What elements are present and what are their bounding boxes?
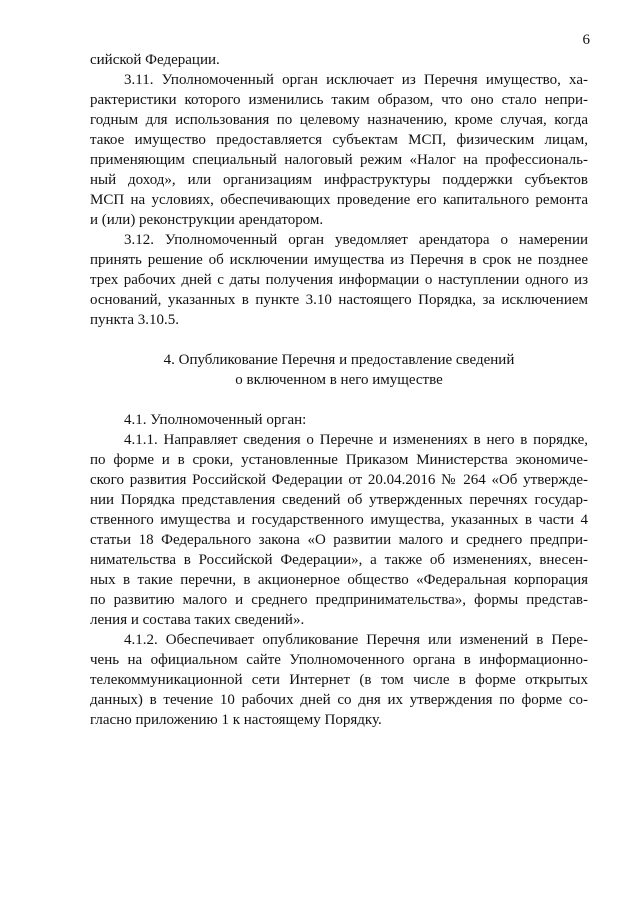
- text-line: рактеристики которого изменились таким образом, что оно стало непри-: [90, 92, 588, 108]
- text-line: сийской Федерации.: [90, 52, 220, 68]
- text-line: 4.1.2. Обеспечивает опубликование Перечня или изменений в Пере-: [124, 632, 588, 648]
- text-line: данных) в течение 10 рабочих дней со дня их утверждения по форме со-: [90, 692, 588, 708]
- document-body: [90, 50, 588, 730]
- section-heading: [90, 350, 588, 390]
- text-line: по развитию малого и среднего предпринимательства», формы представ-: [90, 592, 588, 608]
- text-line: такое имущество предоставляется субъектам МСП, физическим лицам,: [90, 132, 588, 148]
- paragraph-3-12: [90, 230, 588, 330]
- paragraph-continuation: [90, 50, 588, 70]
- paragraph-4-1-1: [90, 430, 588, 630]
- text-line: ления и состава таких сведений».: [90, 612, 305, 628]
- spacer: [90, 330, 588, 350]
- paragraph-3-11: [90, 70, 588, 230]
- text-line: МСП на условиях, обеспечивающих проведение его капитального ремонта: [90, 192, 588, 208]
- page-number: 6: [582, 32, 590, 48]
- text-line: годным для использования по целевому назначению, кроме случая, когда: [90, 112, 588, 128]
- text-line: 3.12. Уполномоченный орган уведомляет арендатора о намерении: [124, 232, 588, 248]
- text-line: принять решение об исключении имущества из Перечня в срок не позднее: [90, 252, 588, 268]
- text-line: пункта 3.10.5.: [90, 312, 180, 328]
- paragraph-4-1-2: [90, 630, 588, 730]
- text-line: применяющим специальный налоговый режим «Налог на профессиональ-: [90, 152, 588, 168]
- text-line: 4.1. Уполномоченный орган:: [124, 412, 307, 428]
- text-line: оснований, указанных в пункте 3.10 настоящего Порядка, за исключением: [90, 292, 588, 308]
- text-line: 3.11. Уполномоченный орган исключает из Перечня имущество, ха-: [124, 72, 588, 88]
- text-line: ственного имущества и государственного имущества, указанных в части 4: [90, 512, 588, 528]
- text-line: телекоммуникационной сети Интернет (в том числе в форме открытых: [90, 672, 588, 688]
- text-line: по форме и в сроки, установленные Приказом Министерства экономиче-: [90, 452, 588, 468]
- section-heading-line: 4. Опубликование Перечня и предоставление сведений: [163, 352, 515, 368]
- text-line: ных в такие перечни, в акционерное общество «Федеральная корпорация: [90, 572, 588, 588]
- text-line: нимательства в Российской Федерации», а также об изменениях, внесен-: [90, 552, 588, 568]
- text-line: 4.1.1. Направляет сведения о Перечне и изменениях в него в порядке,: [124, 432, 588, 448]
- text-line: ный доход», или организациям инфраструктуры поддержки субъектов: [90, 172, 588, 188]
- paragraph-4-1: [90, 410, 588, 430]
- text-line: трех рабочих дней с даты получения информации о наступлении одного из: [90, 272, 588, 288]
- text-line: чень на официальном сайте Уполномоченного органа в информационно-: [90, 652, 588, 668]
- spacer: [90, 390, 588, 410]
- text-line: гласно приложению 1 к настоящему Порядку.: [90, 712, 382, 728]
- section-heading-line: о включенном в него имуществе: [235, 372, 443, 388]
- text-line: ского развития Российской Федерации от 20.04.2016 № 264 «Об утвержде-: [90, 472, 588, 488]
- text-line: статьи 18 Федерального закона «О развитии малого и среднего предпри-: [90, 532, 588, 548]
- text-line: и (или) реконструкции арендатором.: [90, 212, 324, 228]
- text-line: нии Порядка представления сведений об утвержденных перечнях государ-: [90, 492, 588, 508]
